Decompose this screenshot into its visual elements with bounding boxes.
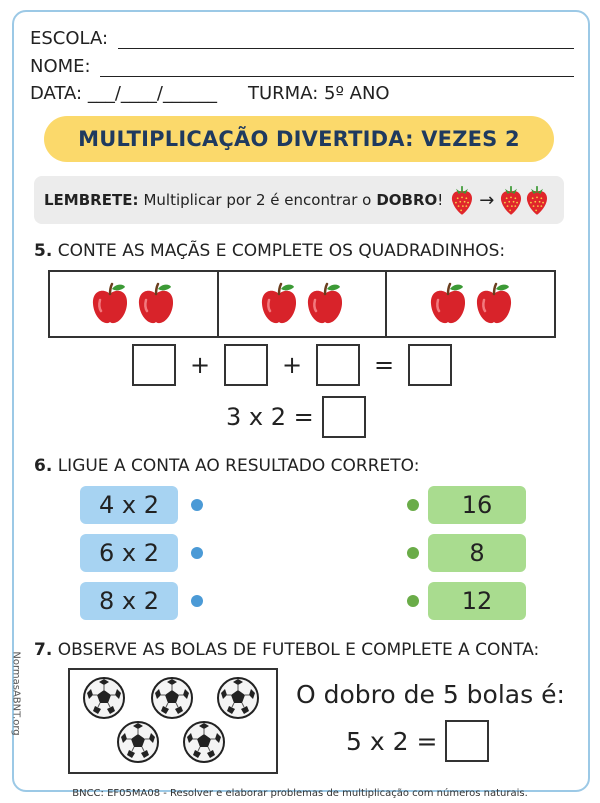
soccer-ball-icon: [216, 676, 260, 720]
equals-sign: =: [373, 351, 395, 379]
apple-icon: [259, 282, 299, 326]
match-left-text: 6 x 2: [99, 539, 159, 567]
class-label: TURMA: 5º ANO: [248, 83, 390, 104]
apple-icon: [136, 282, 176, 326]
q6-text: LIGUE A CONTA AO RESULTADO CORRETO:: [57, 456, 420, 476]
apple-icon: [474, 282, 514, 326]
apple-group: [387, 272, 554, 336]
name-input-line[interactable]: [100, 60, 574, 77]
answer-box[interactable]: [132, 344, 176, 386]
school-label: ESCOLA:: [30, 28, 109, 49]
reminder-exclaim: !: [437, 191, 444, 209]
soccer-ball-icon: [116, 720, 160, 764]
strawberry-icon: [449, 184, 475, 216]
apple-icon: [90, 282, 130, 326]
match-left-text: 4 x 2: [99, 491, 159, 519]
apple-group: [219, 272, 388, 336]
match-right-item[interactable]: [428, 486, 526, 524]
match-right-item[interactable]: [428, 534, 526, 572]
page-title: [44, 116, 554, 162]
answer-box[interactable]: [316, 344, 360, 386]
answer-box[interactable]: [408, 344, 452, 386]
match-right-text: 8: [469, 539, 485, 567]
q5-title: [34, 241, 505, 261]
q5-sum-row: [132, 344, 452, 386]
name-field: [30, 56, 574, 77]
match-dot-right[interactable]: [407, 499, 419, 511]
q7-number: 7.: [34, 640, 53, 660]
match-dot-left[interactable]: [191, 595, 203, 607]
apple-icon: [305, 282, 345, 326]
match-right-text: 16: [461, 491, 493, 519]
match-left-text: 8 x 2: [99, 587, 159, 615]
match-dot-right[interactable]: [407, 595, 419, 607]
q7-title: [34, 640, 539, 660]
q7-double-text: O dobro de 5 bolas é:: [296, 680, 565, 709]
match-right-item[interactable]: [428, 582, 526, 620]
soccer-ball-icon: [150, 676, 194, 720]
answer-box[interactable]: [224, 344, 268, 386]
reminder-label: LEMBRETE:: [44, 191, 139, 209]
sidebar-credit: NormasABNT.org: [10, 651, 22, 736]
match-dot-left[interactable]: [191, 499, 203, 511]
soccer-ball-icon: [182, 720, 226, 764]
q7-equation-row: [346, 720, 489, 762]
class-field: [248, 83, 390, 104]
q6-number: 6.: [34, 456, 53, 476]
match-dot-left[interactable]: [191, 547, 203, 559]
match-right-text: 12: [461, 587, 493, 615]
reminder-emphasis: DOBRO: [376, 191, 438, 209]
q5-text: CONTE AS MAÇÃS E COMPLETE OS QUADRADINHOS:: [57, 241, 506, 261]
soccer-ball-group: [68, 668, 278, 774]
answer-box[interactable]: [322, 396, 366, 438]
apple-groups: [48, 270, 556, 338]
date-label[interactable]: DATA: ___/____/______: [30, 83, 217, 104]
reminder-text: Multiplicar por 2 é encontrar o: [143, 191, 372, 209]
arrow-icon: →: [479, 189, 495, 211]
page-title-text: MULTIPLICAÇÃO DIVERTIDA: VEZES 2: [78, 127, 520, 151]
q5-product-row: [226, 396, 366, 438]
match-left-item[interactable]: [80, 486, 178, 524]
strawberry-icon: [524, 184, 550, 216]
match-left-item[interactable]: [80, 534, 178, 572]
q7-equation: 5 x 2 =: [346, 726, 438, 756]
q5-equation: 3 x 2 =: [226, 403, 314, 431]
school-field: [30, 28, 574, 49]
plus-sign: +: [281, 351, 303, 379]
answer-box[interactable]: [445, 720, 489, 762]
apple-icon: [428, 282, 468, 326]
q6-title: [34, 456, 419, 476]
q5-number: 5.: [34, 241, 53, 261]
reminder-box: [34, 176, 564, 224]
school-input-line[interactable]: [118, 32, 574, 49]
match-dot-right[interactable]: [407, 547, 419, 559]
plus-sign: +: [189, 351, 211, 379]
name-label: NOME:: [30, 56, 91, 77]
apple-group: [50, 272, 219, 336]
soccer-ball-icon: [82, 676, 126, 720]
q7-text: OBSERVE AS BOLAS DE FUTEBOL E COMPLETE A CONTA:: [57, 640, 540, 660]
date-field[interactable]: [30, 83, 217, 104]
match-left-item[interactable]: [80, 582, 178, 620]
strawberry-icon: [498, 184, 524, 216]
footer-bncc: BNCC: EF05MA08 - Resolver e elaborar problemas de multiplicação com números naturais.: [72, 788, 528, 799]
